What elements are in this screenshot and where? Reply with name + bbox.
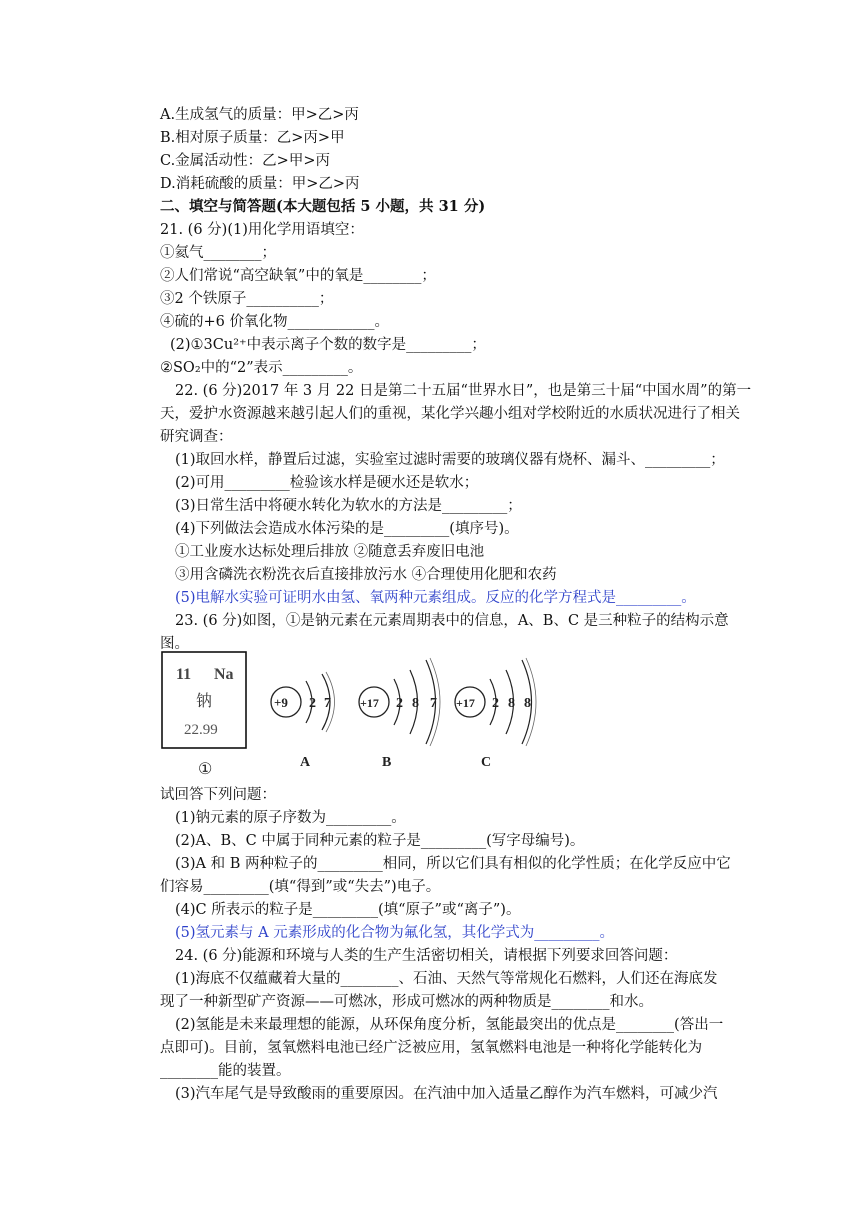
- text-line: ③用含磷洗衣粉洗衣后直接排放污水 ④合理使用化肥和农药: [175, 567, 557, 583]
- text-line: (2)A、B、C 中属于同种元素的粒子是_________(写字母编号)。: [175, 833, 585, 849]
- atom-a: [271, 672, 335, 770]
- element-label: ①: [198, 761, 213, 778]
- text-line: (4)C 所表示的粒子是_________(填“原子”或“离子”)。: [175, 902, 521, 918]
- text-line: 二、填空与简答题(本大题包括 5 小题，共 31 分): [160, 198, 486, 215]
- text-line: 22. (6 分)2017 年 3 月 22 日是第二十五届“世界水日”，也是第三十届“中国水周”的第一: [175, 383, 752, 399]
- text-line: ①氦气________；: [160, 245, 276, 261]
- text-line: 试回答下列问题：: [160, 787, 276, 803]
- text-line: ②人们常说“高空缺氧”中的氧是________；: [160, 268, 436, 284]
- text-line: 们容易_________(填“得到”或“失去”)电子。: [160, 879, 441, 895]
- text-line: (1)海底不仅蕴藏着大量的________、石油、天然气等常规化石燃料，人们还在海底发: [175, 971, 718, 987]
- atom-label-c: C: [481, 755, 492, 770]
- text-line: 天，爱护水资源越来越引起人们的重视，某化学兴趣小组对学校附近的水质状况进行了相关: [160, 406, 740, 422]
- electrons-b-3: 7: [430, 696, 437, 711]
- text-line: (1)钠元素的原子序数为_________。: [175, 810, 406, 826]
- text-line: 24. (6 分)能源和环境与人类的生产生活密切相关，请根据下列要求回答问题：: [175, 948, 678, 964]
- text-line: ②SO₂中的“2”表示_________。: [160, 360, 363, 376]
- atom-label-a: A: [300, 755, 311, 770]
- text-line: 21. (6 分)(1)用化学用语填空：: [160, 222, 364, 238]
- text-line: B.相对原子质量：乙>丙>甲: [160, 130, 345, 146]
- text-line: (5)电解水实验可证明水由氢、氧两种元素组成。反应的化学方程式是_________。: [175, 590, 696, 606]
- text-line: 点即可)。目前，氢氧燃料电池已经广泛被应用，氢氧燃料电池是一种将化学能转化为: [160, 1040, 703, 1056]
- text-line: 图。: [160, 636, 189, 652]
- text-line: (2)①3Cu²⁺中表示离子个数的数字是_________；: [170, 337, 486, 353]
- electrons-c-1: 2: [492, 696, 499, 711]
- element-symbol: Na: [214, 666, 234, 683]
- text-line: (3)A 和 B 两种粒子的_________相同，所以它们具有相似的化学性质；在化学反应中它: [175, 856, 731, 872]
- text-line: 23. (6 分)如图，①是钠元素在元素周期表中的信息，A、B、C 是三种粒子的结构示意: [175, 613, 729, 629]
- text-line: (5)氢元素与 A 元素形成的化合物为氟化氢，其化学式为_________。: [175, 925, 614, 941]
- electrons-b-1: 2: [396, 696, 403, 711]
- text-line: (1)取回水样，静置后过滤，实验室过滤时需要的玻璃仪器有烧杯、漏斗、_________；: [175, 452, 725, 468]
- electrons-c-2: 8: [508, 696, 515, 711]
- element-name: 钠: [196, 693, 213, 710]
- text-line: ________能的装置。: [160, 1063, 291, 1079]
- electrons-b-2: 8: [412, 696, 419, 711]
- text-line: (3)汽车尾气是导致酸雨的重要原因。在汽油中加入适量乙醇作为汽车燃料，可减少汽: [175, 1086, 718, 1102]
- text-line: C.金属活动性：乙>甲>丙: [160, 153, 330, 169]
- atom-structure-figure: [160, 648, 720, 778]
- electrons-a-1: 2: [309, 696, 316, 711]
- nucleus-charge-b: +17: [360, 696, 379, 710]
- text-line: 现了一种新型矿产资源——可燃冰，形成可燃冰的两种物质是________和水。: [160, 994, 653, 1010]
- atom-label-b: B: [382, 755, 392, 770]
- text-line: ④硫的+6 价氧化物____________。: [160, 314, 389, 330]
- text-line: ①工业废水达标处理后排放 ②随意丢弃废旧电池: [175, 544, 485, 560]
- electrons-a-2: 7: [324, 696, 331, 711]
- atom-b: [359, 658, 440, 770]
- text-line: 研究调查：: [160, 429, 233, 445]
- text-line: D.消耗硫酸的质量：甲>乙>丙: [160, 176, 360, 192]
- nucleus-charge-a: +9: [274, 695, 288, 710]
- text-line: (2)氢能是未来最理想的能源，从环保角度分析，氢能最突出的优点是________(答出一: [175, 1017, 724, 1033]
- text-line: (2)可用_________检验该水样是硬水还是软水；: [175, 475, 479, 491]
- text-line: (4)下列做法会造成水体污染的是_________(填序号)。: [175, 521, 519, 537]
- text-line: A.生成氢气的质量：甲>乙>丙: [160, 107, 359, 123]
- element-number: 11: [176, 666, 192, 683]
- electrons-c-3: 8: [524, 696, 531, 711]
- text-line: (3)日常生活中将硬水转化为软水的方法是_________；: [175, 498, 522, 514]
- element-mass: 22.99: [184, 722, 218, 738]
- text-line: ③2 个铁原子__________；: [160, 291, 334, 307]
- nucleus-charge-c: +17: [456, 696, 475, 710]
- atom-c: [455, 658, 536, 770]
